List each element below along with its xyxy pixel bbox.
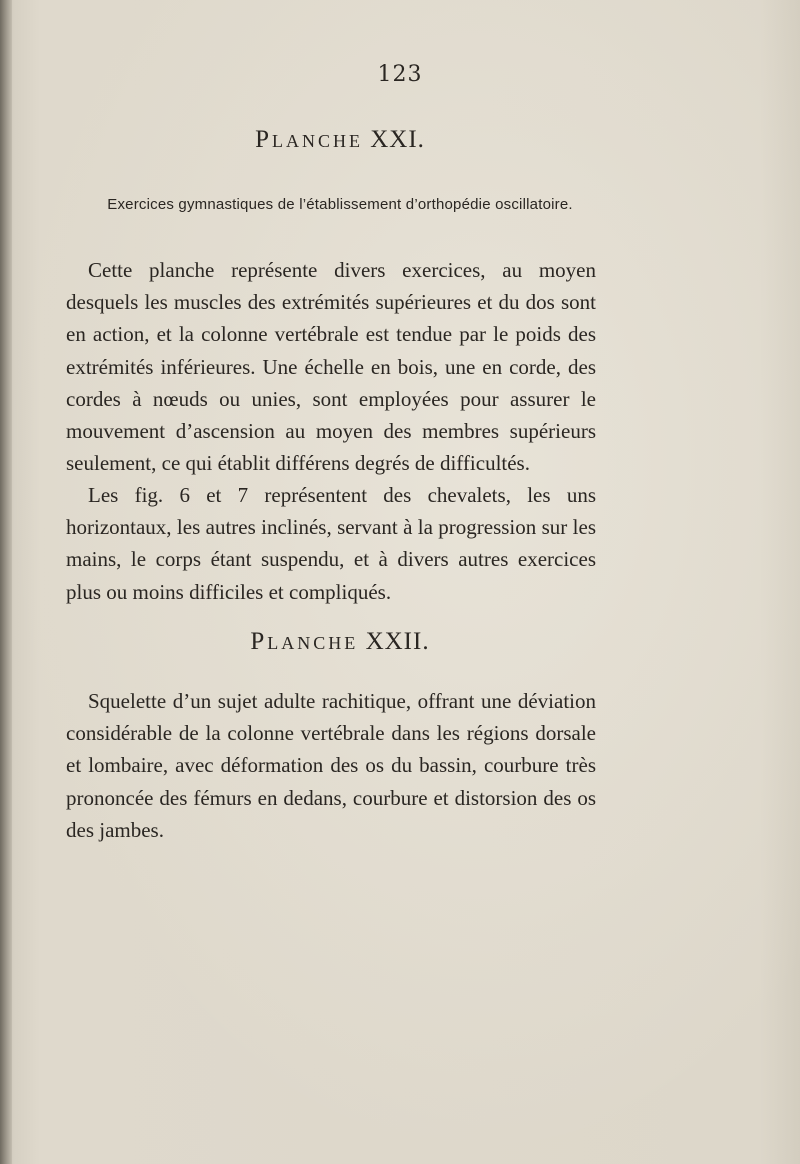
paragraph-text: Les fig. 6 et 7 représentent des chevalets, les uns horizontaux, les autres inclinés, servant à la progression sur les mains, le corps étant suspendu, et à divers autres exercices plus ou moins difficiles et compliqués. <box>66 483 596 604</box>
plate-xxii-heading <box>0 628 680 656</box>
book-spine-shadow <box>0 0 12 1164</box>
plate-xxi-paragraph-2 <box>66 479 596 608</box>
plate-xxi-heading-numeral: XXI. <box>370 126 425 153</box>
paragraph-text: Squelette d’un sujet adulte rachitique, offrant une déviation considérable de la colonne vertébrale dans les régions dorsale et lombaire, avec déformation des os du bassin, courbure très prononcée des fémurs en dedans, courbure et distorsion des os des jambes. <box>66 689 596 842</box>
plate-xxii-heading-numeral: XXII. <box>365 628 430 655</box>
plate-xxii-paragraph-1 <box>66 685 596 846</box>
plate-xxii-heading-prefix: Planche <box>250 628 359 655</box>
plate-xxi-caption: Exercices gymnastiques de l’établissement d’orthopédie oscillatoire. <box>107 196 573 213</box>
plate-xxi-paragraph-1 <box>66 254 596 479</box>
page-number: 123 <box>377 62 423 87</box>
paragraph-text: Cette planche représente divers exercices, au moyen desquels les muscles des extrémités supérieures et du dos sont en action, et la colonne vertébrale est tendue par le poids des extrémités inférieures. Une échelle en bois, une en corde, des cordes à nœuds ou unies, sont employées pour assurer le mouvement d’ascension au moyen des membres supérieurs seulement, ce qui établit différens degrés de difficultés. <box>66 258 596 476</box>
plate-xxi-heading-prefix: Planche <box>255 126 363 153</box>
plate-xxi-heading <box>0 126 680 154</box>
